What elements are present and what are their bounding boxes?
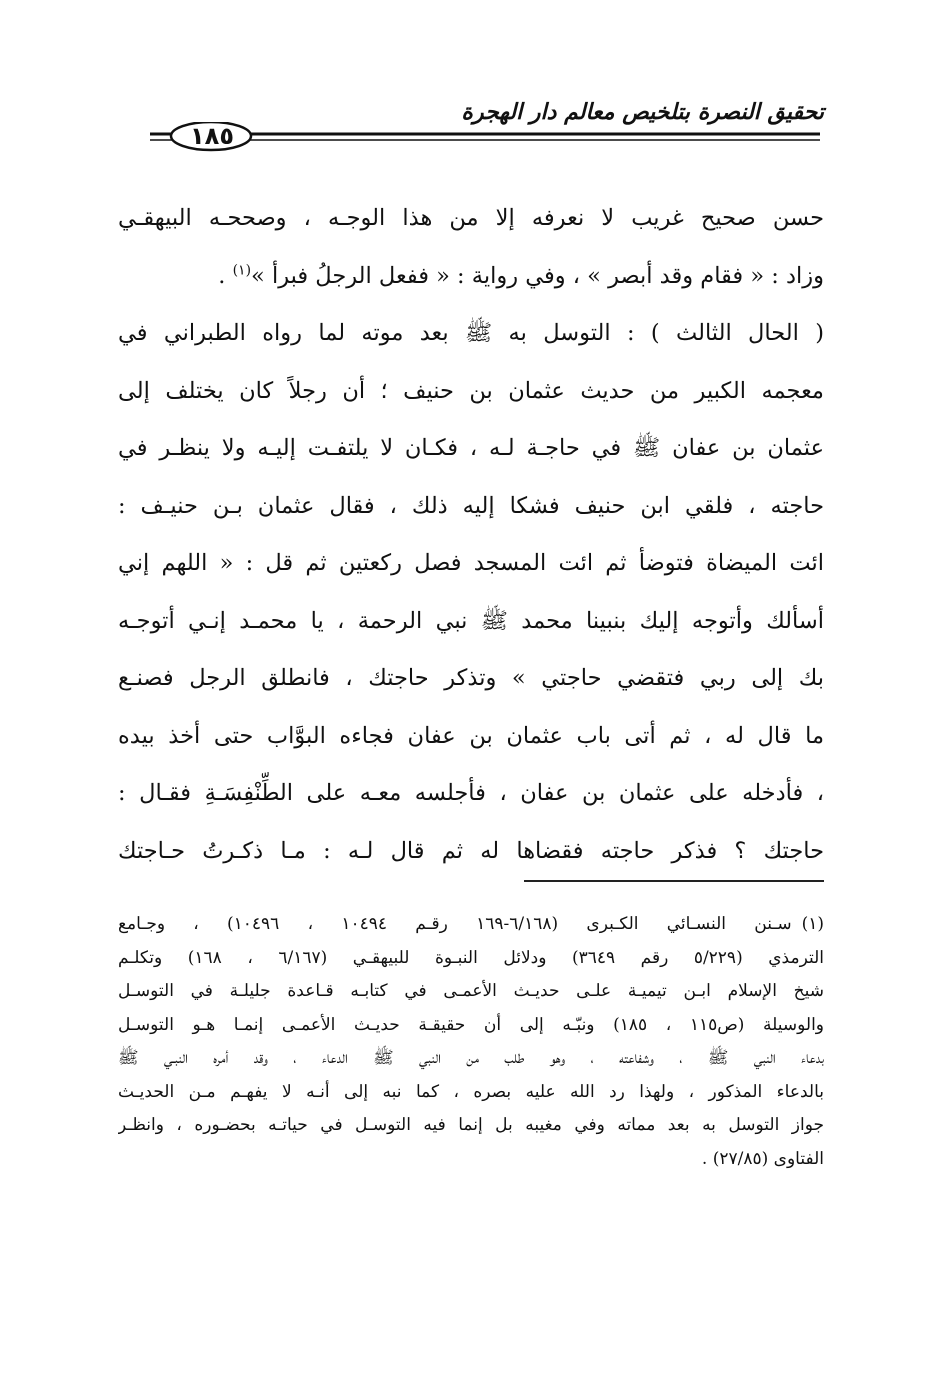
text-line: عثمان بن عفان ﷺ في حاجـة لـه ، فكـان لا يلتفـت إليـه ولا ينظـر في [118,435,824,461]
text-line: أسألك وأتوجه إليك بنبينا محمد ﷺ نبي الرحمة ، يا محمـد إنـي أتوجـه [118,607,824,634]
footnote-line: الفتاوى (٢٧/٨٥) . [701,1148,824,1169]
footnote-line: شيخ الإسلام ابـن تيميـة علـى حديـث الأعمـى في كتابـه قـاعدة جليلـة في التوسـل [118,981,824,1001]
text-line-with-footnote [118,248,824,306]
text-line: بك إلى ربي فتقضي حاجتي » وتذكر حاجتك ، فانطلق الرجل فصنـع [118,665,824,691]
footnote-line: والوسيلة (ص١١٥ ، ١٨٥) ونبّـه إلى أن حقيقـة حديـث الأعمـى إنمـا هـو التوسـل [118,1014,824,1035]
running-title: تحقيق النصرة بتلخيص معالم دار الهجرة [461,100,824,125]
text-line: ( الحال الثالث ) : التوسل به ﷺ بعد موته لما رواه الطبراني في [118,320,824,346]
footnote-marker: (١) [801,914,824,934]
footnote-line: بدعاء النبي ﷺ ، وشفاعته ، وهو طلب من النبي ﷺ الدعاء ، وقد أمره النبـي ﷺ [118,1048,824,1068]
footnote-separator [524,880,824,882]
footnote-line [118,908,824,942]
footnote-reference[interactable]: (١) [232,262,252,278]
text-line: حاجتك ؟ فذكر حاجته فقضاها له ثم قال لـه : مـا ذكـرتُ حـاجتك [118,837,824,864]
footnote-line: الترمذي (٥/٢٢٩ رقم ٣٦٤٩) ودلائل النبـوة للبيهقـي (٦/١٦٧ ، ١٦٨) وتكلـم [118,947,824,968]
footnote-line: جواز التوسل به بعد مماته وفي مغيبه بل إنما فيه التوسـل في حياتـه بحضـوره ، وانظـر [118,1115,824,1135]
page-number: ١٨٥ [190,122,234,150]
text-line: معجمه الكبير من حديث عثمان بن حنيف ؛ أن رجلاً كان يختلف إلى [118,377,824,404]
footnote-line: بالدعاء المذكور ، ولهذا رد الله عليه بصره ، كما نبه إلى أنـه لا يفهـم مـن الحديـث [118,1081,824,1102]
line-end-period: . [218,262,233,289]
text-line: ، فأدخله على عثمان بن عفان ، فأجلسه معـه على الطِّنْفِسَـةِ فقـال : [118,780,824,806]
footnotes [118,908,824,1176]
footnote-text: سـنن النسـائي الكـبرى (٦/١٦٨-١٦٩ رقـم ١٠٤٩٤ ، ١٠٤٩٦) ، وجـامع [118,914,792,934]
text-line: ما قال له ، ثم أتى باب عثمان بن عفان فجاءه البوَّاب حتى أخذ بيده [118,722,824,749]
main-text [118,190,824,880]
text-line: حسن صحيح غريب لا نعرفه إلا من هذا الوجـه ، وصححـه البيهقـي [118,205,824,231]
text-line: حاجته ، فلقي ابن حنيف فشكا إليه ذلك ، فقال عثمان بـن حنيـف : [118,492,824,519]
text-line: ائت الميضاة فتوضأ ثم ائت المسجد فصل ركعتين ثم قل : « اللهم إني [118,550,824,576]
text-line: وزاد : « فقام وقد أبصر » ، وفي رواية : « ففعل الرجلُ فبرأ » [251,262,824,289]
